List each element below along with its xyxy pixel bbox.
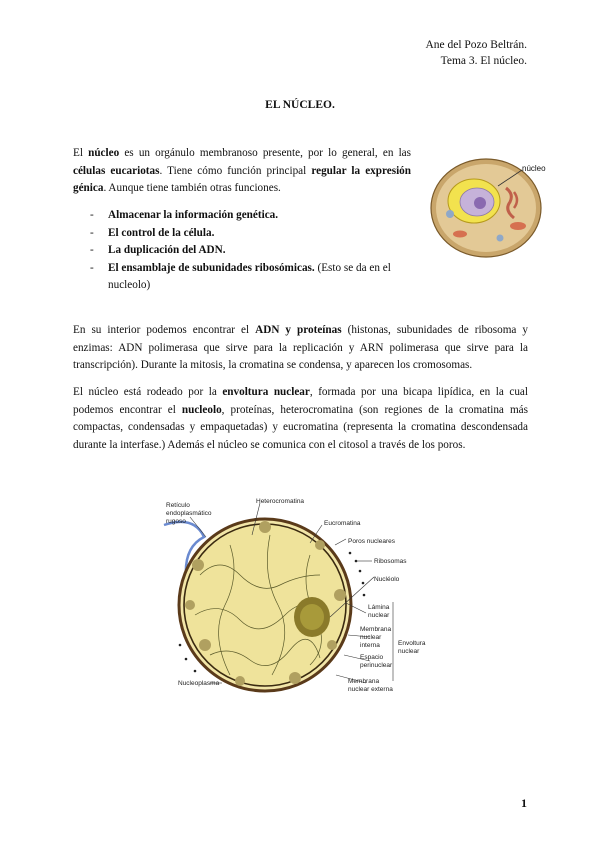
intro-text-3: . Tiene cómo función principal: [159, 164, 312, 177]
label-envoltura-1: Envoltura: [398, 640, 426, 647]
p3-text-2: , formada por una bicapa lipídica, en la cual podemos encontrar el: [73, 386, 528, 416]
nucleus-diagram: [160, 495, 444, 704]
vesicle-shape: [497, 235, 504, 242]
cell-illustration: [430, 148, 548, 260]
content-paragraph-2: [73, 322, 528, 375]
label-nucleolo: Nucléolo: [374, 576, 400, 583]
page-header: [425, 37, 527, 69]
term-nucleo: núcleo: [88, 147, 120, 159]
function-label: La duplicación del ADN.: [108, 244, 226, 256]
list-item: [90, 242, 412, 260]
nucleolus-core: [300, 604, 324, 630]
label-poros: Poros nucleares: [348, 538, 395, 545]
p2-text-1: En su interior podemos encontrar el: [73, 324, 256, 336]
p3-text-3: , proteínas, heterocromatina (son regiones de la cromatina más compactas, condensadas y empaquetadas) y eucromatina (representa la cromatina descondensada durante la interfase.) Además el núcleo se comunica con el citosol a través de los poros.: [73, 403, 528, 451]
intro-paragraph: [73, 145, 411, 198]
function-note: (Esto se da en el nucleolo): [108, 261, 391, 291]
page-title: EL NÚCLEO.: [265, 99, 335, 111]
function-label: El control de la célula.: [108, 226, 215, 239]
label-membrana-externa-2: nuclear externa: [348, 686, 393, 693]
list-item: [90, 207, 412, 225]
label-membrana-externa-1: Membrana: [348, 678, 380, 685]
label-envoltura-2: nuclear: [398, 648, 420, 655]
nucleolus-shape: [474, 197, 486, 209]
label-membrana-interna-2: nuclear: [360, 634, 382, 641]
mitochondrion-shape: [510, 222, 526, 230]
function-label: Almacenar la información genética.: [108, 209, 279, 221]
intro-text-1: El: [73, 147, 89, 159]
term-nucleolo: nucleolo: [181, 403, 222, 416]
page-number: 1: [521, 796, 527, 810]
function-list: [90, 207, 412, 295]
label-membrana-interna-1: Membrana: [360, 626, 392, 633]
label-reticulo-3: rugoso: [166, 518, 186, 525]
label-espacio-1: Espacio: [360, 654, 384, 661]
intro-text-2: es un orgánulo membranoso presente, por lo general, en las: [119, 147, 411, 159]
label-ribosomas: Ribosomas: [374, 558, 407, 565]
label-eucromatina: Eucromatina: [324, 520, 361, 527]
list-item: [90, 260, 412, 295]
term-adn-proteinas: ADN y proteínas: [255, 324, 342, 336]
label-nucleoplasma: Nucleoplasma: [178, 680, 220, 687]
function-label: El ensamblaje de subunidades ribosómicas.: [108, 261, 315, 274]
label-heterocromatina: Heterocromatina: [256, 498, 305, 505]
vesicle-shape: [446, 210, 454, 218]
list-item: [90, 225, 412, 243]
label-membrana-interna-3: interna: [360, 642, 380, 649]
label-lamina-1: Lámina: [368, 604, 390, 611]
content-paragraph-3: [73, 384, 528, 454]
term-celulas-eucariotas: células eucariotas: [73, 164, 160, 177]
label-lamina-2: nuclear: [368, 612, 390, 619]
nucleo-label: núcleo: [522, 164, 546, 173]
topic-name: Tema 3. El núcleo.: [440, 55, 527, 67]
label-espacio-2: perinuclear: [360, 662, 393, 669]
mitochondrion-shape: [453, 231, 467, 238]
author-name: Ane del Pozo Beltrán.: [425, 39, 527, 51]
p3-text-1: El núcleo está rodeado por la: [73, 386, 223, 398]
term-regular-expresion: regular la expresión génica: [73, 164, 411, 194]
label-reticulo-1: Retículo: [166, 502, 190, 509]
label-reticulo-2: endoplasmático: [166, 510, 212, 517]
p2-text-2: (histonas, subunidades de ribosoma y enzimas: ADN polimerasa que sirve para la replicación y ARN polimerasa que sirve para la transcripción). Durante la mitosis, la cromatina se condensa, y aparecen los cromosomas.: [73, 324, 528, 371]
intro-text-4: . Aunque tiene también otras funciones.: [103, 182, 281, 194]
term-envoltura-nuclear: envoltura nuclear: [222, 386, 310, 398]
